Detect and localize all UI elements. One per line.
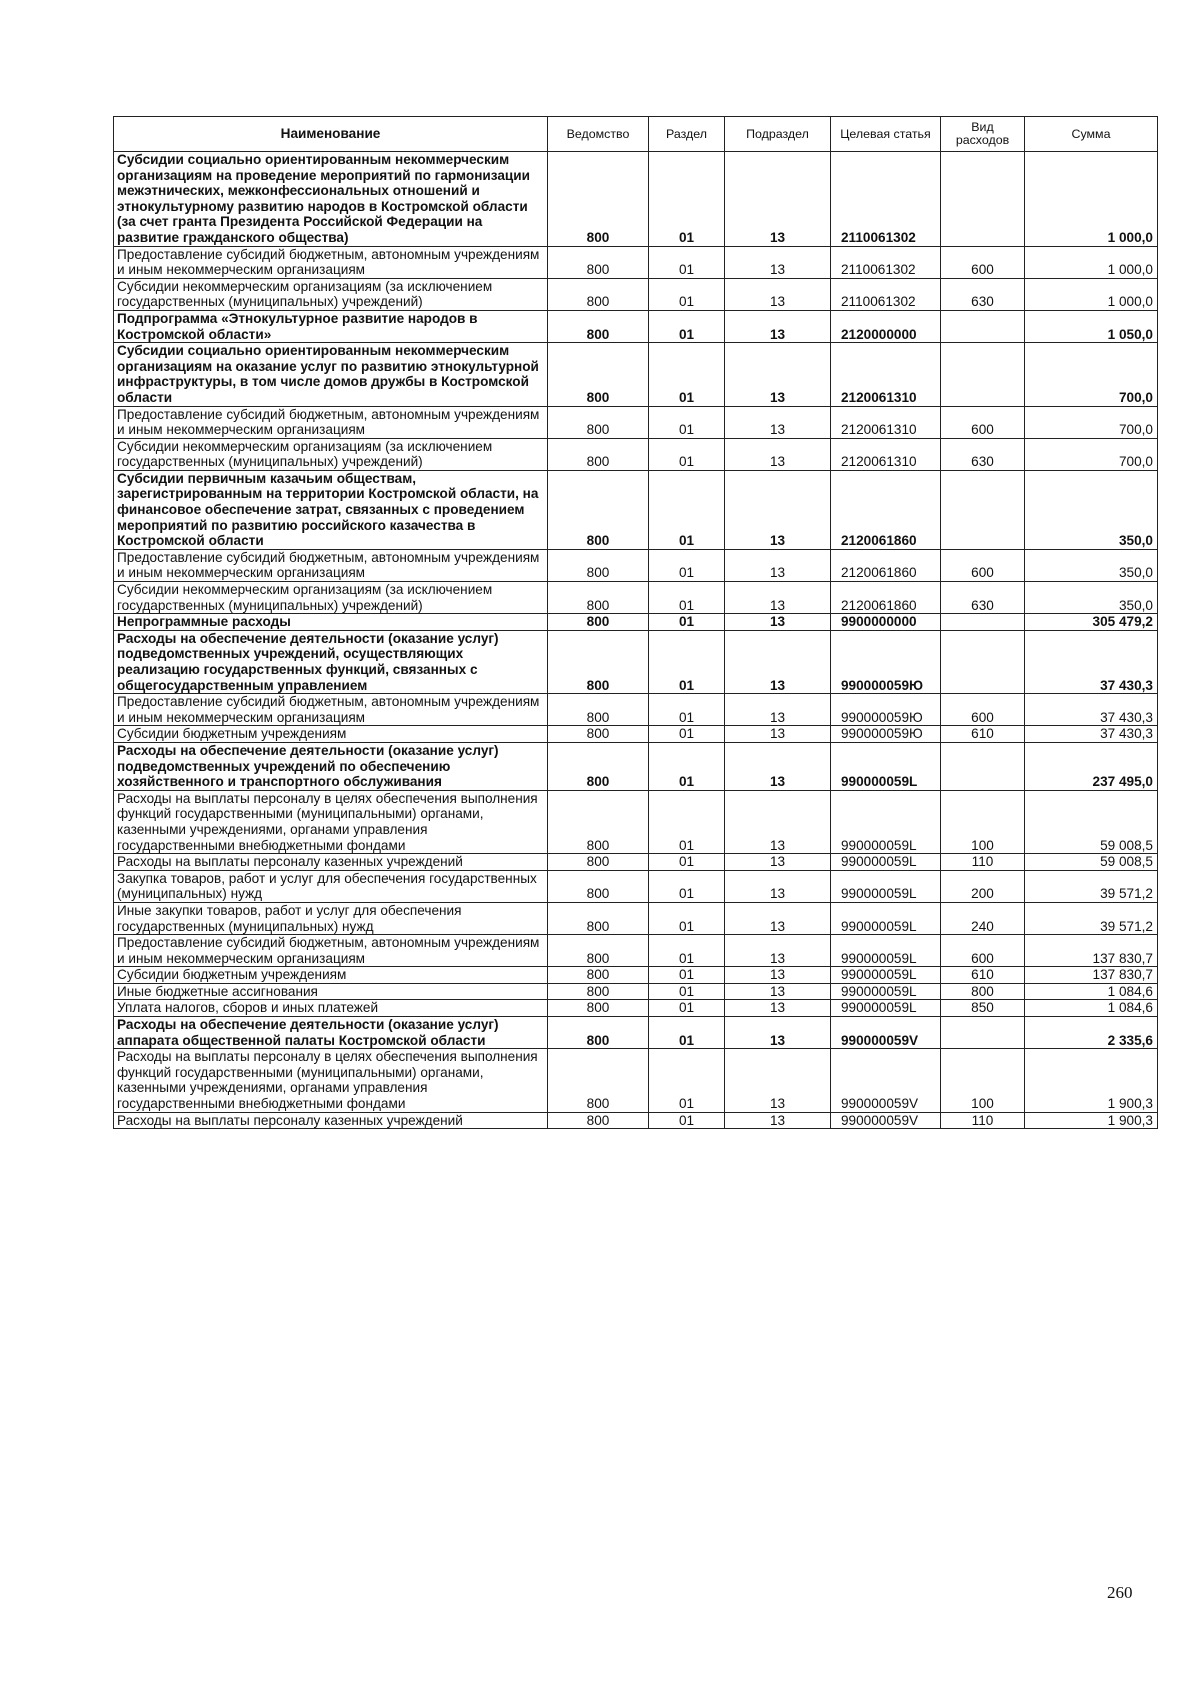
cell-razdel: 01	[649, 935, 725, 967]
cell-name: Субсидии некоммерческим организациям (за исключением государственных (муниципальных) учреждений)	[114, 278, 548, 310]
cell-name: Подпрограмма «Этнокультурное развитие народов в Костромской области»	[114, 310, 548, 342]
cell-podrazdel: 13	[725, 854, 831, 871]
header-expense-type: Вид расходов	[941, 117, 1025, 152]
cell-target-article: 2110061302	[831, 246, 941, 278]
cell-vedomstvo: 800	[548, 582, 649, 614]
table-row	[114, 246, 1158, 278]
cell-sum: 1 084,6	[1025, 1000, 1158, 1017]
table-row	[114, 983, 1158, 1000]
cell-vedomstvo: 800	[548, 983, 649, 1000]
cell-sum: 305 479,2	[1025, 614, 1158, 631]
cell-expense-type: 610	[941, 726, 1025, 743]
cell-name: Предоставление субсидий бюджетным, автономным учреждениям и иным некоммерческим организациям	[114, 406, 548, 438]
cell-razdel: 01	[649, 246, 725, 278]
cell-podrazdel: 13	[725, 470, 831, 549]
cell-sum: 2 335,6	[1025, 1017, 1158, 1049]
cell-podrazdel: 13	[725, 310, 831, 342]
cell-expense-type: 630	[941, 582, 1025, 614]
cell-name: Субсидии некоммерческим организациям (за исключением государственных (муниципальных) учреждений)	[114, 438, 548, 470]
cell-name: Предоставление субсидий бюджетным, автономным учреждениям и иным некоммерческим организациям	[114, 549, 548, 581]
cell-target-article: 990000059L	[831, 935, 941, 967]
cell-podrazdel: 13	[725, 935, 831, 967]
cell-name: Непрограммные расходы	[114, 614, 548, 631]
cell-podrazdel: 13	[725, 630, 831, 693]
table-row	[114, 278, 1158, 310]
cell-expense-type: 100	[941, 790, 1025, 853]
cell-sum: 1 084,6	[1025, 983, 1158, 1000]
table-row	[114, 549, 1158, 581]
cell-razdel: 01	[649, 1049, 725, 1112]
cell-target-article: 990000059L	[831, 742, 941, 790]
cell-razdel: 01	[649, 582, 725, 614]
cell-name: Расходы на обеспечение деятельности (оказание услуг) подведомственных учреждений, осуществляющих реализацию государственных функций, связанных с общегосударственным управлением	[114, 630, 548, 693]
cell-expense-type	[941, 310, 1025, 342]
cell-expense-type	[941, 630, 1025, 693]
table-row	[114, 742, 1158, 790]
cell-podrazdel: 13	[725, 278, 831, 310]
cell-expense-type: 600	[941, 246, 1025, 278]
header-vedomstvo: Ведомство	[548, 117, 649, 152]
cell-target-article: 990000059L	[831, 854, 941, 871]
cell-sum: 1 050,0	[1025, 310, 1158, 342]
cell-razdel: 01	[649, 726, 725, 743]
cell-vedomstvo: 800	[548, 790, 649, 853]
cell-podrazdel: 13	[725, 790, 831, 853]
cell-target-article: 990000059V	[831, 1112, 941, 1129]
cell-vedomstvo: 800	[548, 470, 649, 549]
table-row	[114, 152, 1158, 247]
cell-podrazdel: 13	[725, 742, 831, 790]
cell-expense-type: 610	[941, 967, 1025, 984]
cell-razdel: 01	[649, 902, 725, 934]
cell-target-article: 2120061860	[831, 582, 941, 614]
table-row	[114, 902, 1158, 934]
cell-razdel: 01	[649, 549, 725, 581]
cell-name: Расходы на обеспечение деятельности (оказание услуг) подведомственных учреждений по обеспечению хозяйственного и транспортного обслуживания	[114, 742, 548, 790]
cell-target-article: 2120061310	[831, 406, 941, 438]
table-row	[114, 870, 1158, 902]
cell-expense-type	[941, 742, 1025, 790]
cell-vedomstvo: 800	[548, 870, 649, 902]
cell-vedomstvo: 800	[548, 630, 649, 693]
cell-expense-type: 100	[941, 1049, 1025, 1112]
header-podrazdel: Подраздел	[725, 117, 831, 152]
cell-razdel: 01	[649, 983, 725, 1000]
cell-sum: 1 000,0	[1025, 278, 1158, 310]
cell-sum: 39 571,2	[1025, 870, 1158, 902]
cell-podrazdel: 13	[725, 1112, 831, 1129]
cell-vedomstvo: 800	[548, 310, 649, 342]
cell-expense-type: 110	[941, 1112, 1025, 1129]
cell-target-article: 990000059Ю	[831, 726, 941, 743]
cell-razdel: 01	[649, 967, 725, 984]
table-row	[114, 1000, 1158, 1017]
cell-sum: 37 430,3	[1025, 726, 1158, 743]
cell-target-article: 990000059L	[831, 902, 941, 934]
cell-vedomstvo: 800	[548, 614, 649, 631]
table-header-row	[114, 117, 1158, 152]
cell-target-article: 990000059L	[831, 983, 941, 1000]
header-name: Наименование	[114, 117, 548, 152]
cell-name: Субсидии социально ориентированным некоммерческим организациям на проведение мероприятий по гармонизации межэтнических, межконфессиональных отношений и этнокультурному развитию народов в Костромской области (за счет гранта Президента Российской Федерации на развитие гражданского общества)	[114, 152, 548, 247]
table-row	[114, 438, 1158, 470]
cell-expense-type: 240	[941, 902, 1025, 934]
cell-name: Расходы на выплаты персоналу в целях обеспечения выполнения функций государственными (муниципальными) органами, казенными учреждениями, органами управления государственными внебюджетными фондами	[114, 1049, 548, 1112]
cell-target-article: 2110061302	[831, 152, 941, 247]
cell-expense-type	[941, 152, 1025, 247]
cell-target-article: 2120061310	[831, 438, 941, 470]
cell-vedomstvo: 800	[548, 1017, 649, 1049]
cell-podrazdel: 13	[725, 582, 831, 614]
cell-vedomstvo: 800	[548, 902, 649, 934]
cell-vedomstvo: 800	[548, 1000, 649, 1017]
cell-sum: 59 008,5	[1025, 854, 1158, 871]
cell-vedomstvo: 800	[548, 694, 649, 726]
cell-name: Субсидии бюджетным учреждениям	[114, 967, 548, 984]
table-row	[114, 1112, 1158, 1129]
cell-sum: 1 000,0	[1025, 246, 1158, 278]
cell-podrazdel: 13	[725, 1000, 831, 1017]
cell-name: Субсидии бюджетным учреждениям	[114, 726, 548, 743]
cell-podrazdel: 13	[725, 694, 831, 726]
cell-target-article: 990000059V	[831, 1049, 941, 1112]
table-row	[114, 854, 1158, 871]
cell-target-article: 2120061310	[831, 343, 941, 406]
cell-razdel: 01	[649, 694, 725, 726]
budget-table	[113, 116, 1158, 1129]
cell-podrazdel: 13	[725, 1017, 831, 1049]
cell-expense-type	[941, 614, 1025, 631]
cell-vedomstvo: 800	[548, 246, 649, 278]
cell-name: Иные бюджетные ассигнования	[114, 983, 548, 1000]
table-row	[114, 1017, 1158, 1049]
cell-razdel: 01	[649, 438, 725, 470]
cell-expense-type	[941, 470, 1025, 549]
cell-vedomstvo: 800	[548, 278, 649, 310]
table-row	[114, 406, 1158, 438]
page-number: 260	[1107, 1583, 1133, 1602]
cell-podrazdel: 13	[725, 902, 831, 934]
cell-sum: 1 900,3	[1025, 1112, 1158, 1129]
header-razdel: Раздел	[649, 117, 725, 152]
cell-sum: 37 430,3	[1025, 630, 1158, 693]
table-row	[114, 726, 1158, 743]
cell-target-article: 9900000000	[831, 614, 941, 631]
cell-sum: 237 495,0	[1025, 742, 1158, 790]
header-sum: Сумма	[1025, 117, 1158, 152]
cell-name: Расходы на обеспечение деятельности (оказание услуг) аппарата общественной палаты Костромской области	[114, 1017, 548, 1049]
cell-podrazdel: 13	[725, 870, 831, 902]
cell-target-article: 990000059Ю	[831, 630, 941, 693]
cell-target-article: 2110061302	[831, 278, 941, 310]
cell-name: Субсидии социально ориентированным некоммерческим организациям на оказание услуг по развитию этнокультурной инфраструктуры, в том числе домов дружбы в Костромской области	[114, 343, 548, 406]
table-row	[114, 614, 1158, 631]
cell-target-article: 990000059L	[831, 870, 941, 902]
cell-name: Иные закупки товаров, работ и услуг для обеспечения государственных (муниципальных) нужд	[114, 902, 548, 934]
cell-sum: 350,0	[1025, 470, 1158, 549]
cell-razdel: 01	[649, 1000, 725, 1017]
table-row	[114, 1049, 1158, 1112]
table-row	[114, 630, 1158, 693]
cell-vedomstvo: 800	[548, 438, 649, 470]
cell-expense-type: 630	[941, 438, 1025, 470]
cell-podrazdel: 13	[725, 1049, 831, 1112]
cell-name: Закупка товаров, работ и услуг для обеспечения государственных (муниципальных) нужд	[114, 870, 548, 902]
cell-name: Расходы на выплаты персоналу казенных учреждений	[114, 1112, 548, 1129]
cell-sum: 137 830,7	[1025, 935, 1158, 967]
cell-podrazdel: 13	[725, 438, 831, 470]
cell-expense-type: 600	[941, 694, 1025, 726]
cell-podrazdel: 13	[725, 726, 831, 743]
cell-name: Предоставление субсидий бюджетным, автономным учреждениям и иным некоммерческим организациям	[114, 694, 548, 726]
cell-vedomstvo: 800	[548, 854, 649, 871]
cell-name: Предоставление субсидий бюджетным, автономным учреждениям и иным некоммерческим организациям	[114, 935, 548, 967]
cell-razdel: 01	[649, 470, 725, 549]
cell-name: Предоставление субсидий бюджетным, автономным учреждениям и иным некоммерческим организациям	[114, 246, 548, 278]
cell-vedomstvo: 800	[548, 343, 649, 406]
cell-name: Расходы на выплаты персоналу в целях обеспечения выполнения функций государственными (муниципальными) органами, казенными учреждениями, органами управления государственными внебюджетными фондами	[114, 790, 548, 853]
cell-expense-type: 630	[941, 278, 1025, 310]
cell-razdel: 01	[649, 278, 725, 310]
cell-expense-type: 600	[941, 935, 1025, 967]
table-row	[114, 935, 1158, 967]
cell-sum: 39 571,2	[1025, 902, 1158, 934]
cell-razdel: 01	[649, 310, 725, 342]
table-row	[114, 582, 1158, 614]
cell-razdel: 01	[649, 630, 725, 693]
cell-vedomstvo: 800	[548, 726, 649, 743]
table-body	[114, 152, 1158, 1129]
cell-target-article: 990000059V	[831, 1017, 941, 1049]
cell-expense-type	[941, 1017, 1025, 1049]
cell-target-article: 990000059L	[831, 967, 941, 984]
cell-expense-type: 800	[941, 983, 1025, 1000]
cell-sum: 1 000,0	[1025, 152, 1158, 247]
table-row	[114, 967, 1158, 984]
cell-razdel: 01	[649, 790, 725, 853]
cell-razdel: 01	[649, 742, 725, 790]
table-row	[114, 310, 1158, 342]
cell-target-article: 2120061860	[831, 549, 941, 581]
cell-vedomstvo: 800	[548, 967, 649, 984]
cell-podrazdel: 13	[725, 967, 831, 984]
cell-name: Субсидии некоммерческим организациям (за исключением государственных (муниципальных) учреждений)	[114, 582, 548, 614]
cell-razdel: 01	[649, 870, 725, 902]
cell-expense-type: 600	[941, 549, 1025, 581]
table-row	[114, 343, 1158, 406]
cell-podrazdel: 13	[725, 983, 831, 1000]
cell-sum: 59 008,5	[1025, 790, 1158, 853]
cell-podrazdel: 13	[725, 614, 831, 631]
table-row	[114, 694, 1158, 726]
cell-sum: 1 900,3	[1025, 1049, 1158, 1112]
cell-vedomstvo: 800	[548, 1049, 649, 1112]
cell-name: Субсидии первичным казачьим обществам, зарегистрированным на территории Костромской области, на финансовое обеспечение затрат, связанных с проведением мероприятий по развитию российского казачества в Костромской области	[114, 470, 548, 549]
cell-sum: 700,0	[1025, 343, 1158, 406]
cell-vedomstvo: 800	[548, 549, 649, 581]
cell-expense-type: 600	[941, 406, 1025, 438]
cell-name: Расходы на выплаты персоналу казенных учреждений	[114, 854, 548, 871]
cell-expense-type	[941, 343, 1025, 406]
cell-vedomstvo: 800	[548, 406, 649, 438]
cell-name: Уплата налогов, сборов и иных платежей	[114, 1000, 548, 1017]
cell-razdel: 01	[649, 406, 725, 438]
cell-podrazdel: 13	[725, 152, 831, 247]
cell-podrazdel: 13	[725, 343, 831, 406]
cell-sum: 350,0	[1025, 549, 1158, 581]
cell-target-article: 990000059Ю	[831, 694, 941, 726]
cell-sum: 700,0	[1025, 438, 1158, 470]
cell-vedomstvo: 800	[548, 935, 649, 967]
cell-vedomstvo: 800	[548, 1112, 649, 1129]
cell-razdel: 01	[649, 1112, 725, 1129]
cell-target-article: 2120061860	[831, 470, 941, 549]
cell-razdel: 01	[649, 343, 725, 406]
cell-sum: 350,0	[1025, 582, 1158, 614]
cell-expense-type: 850	[941, 1000, 1025, 1017]
cell-razdel: 01	[649, 1017, 725, 1049]
cell-razdel: 01	[649, 614, 725, 631]
cell-expense-type: 110	[941, 854, 1025, 871]
cell-sum: 700,0	[1025, 406, 1158, 438]
cell-podrazdel: 13	[725, 406, 831, 438]
cell-vedomstvo: 800	[548, 742, 649, 790]
cell-razdel: 01	[649, 854, 725, 871]
cell-expense-type: 200	[941, 870, 1025, 902]
cell-vedomstvo: 800	[548, 152, 649, 247]
header-target-article: Целевая статья	[831, 117, 941, 152]
table-row	[114, 790, 1158, 853]
cell-target-article: 2120000000	[831, 310, 941, 342]
cell-target-article: 990000059L	[831, 1000, 941, 1017]
cell-podrazdel: 13	[725, 549, 831, 581]
table-row	[114, 470, 1158, 549]
cell-target-article: 990000059L	[831, 790, 941, 853]
cell-podrazdel: 13	[725, 246, 831, 278]
cell-sum: 37 430,3	[1025, 694, 1158, 726]
cell-razdel: 01	[649, 152, 725, 247]
cell-sum: 137 830,7	[1025, 967, 1158, 984]
